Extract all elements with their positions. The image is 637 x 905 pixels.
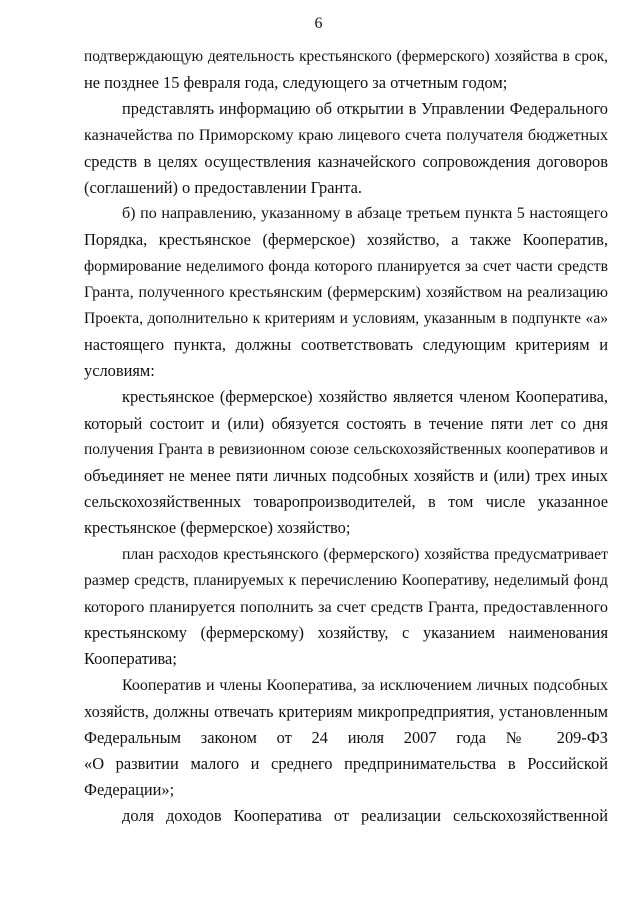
text-line: крестьянскому (фермерскому) хозяйству, с указанием наименования	[84, 623, 608, 643]
paragraph	[84, 201, 608, 384]
text-line: размер средств, планируемых к перечислению Кооперативу, неделимый фонд	[84, 571, 608, 589]
text-line: подтверждающую деятельность крестьянского (фермерского) хозяйства в срок,	[84, 48, 608, 65]
text-line: Гранта, полученного крестьянским (фермерским) хозяйством на реализацию	[84, 283, 608, 301]
text-line: получения Гранта в ревизионном союзе сельскохозяйственных кооперативов и	[84, 440, 608, 458]
text-line: Проекта, дополнительно к критериям и условиям, указанным в подпункте «а»	[84, 309, 608, 327]
text-line: условиям:	[84, 361, 155, 381]
paragraph	[84, 803, 608, 829]
text-line: Кооператива;	[84, 649, 177, 669]
paragraph	[84, 96, 608, 201]
document-body	[84, 44, 608, 830]
text-line: настоящего пункта, должны соответствовать следующим критериям и	[84, 335, 608, 355]
text-line: средств в целях осуществления казначейского сопровождения договоров	[84, 151, 608, 171]
text-line: б) по направлению, указанному в абзаце третьем пункта 5 настоящего	[122, 205, 608, 223]
text-line: формирование неделимого фонда которого планируется за счет части средств	[84, 257, 608, 275]
text-line: Кооператив и члены Кооператива, за исключением личных подсобных	[122, 676, 608, 694]
text-line: которого планируется пополнить за счет средств Гранта, предоставленного	[84, 597, 608, 616]
page-number: 6	[314, 15, 323, 32]
text-line: крестьянское (фермерское) хозяйство является членом Кооператива,	[122, 387, 608, 407]
text-line: Федерации»;	[84, 780, 175, 800]
text-line: не позднее 15 февраля года, следующего за отчетным годом;	[84, 73, 508, 93]
text-line: (соглашений) о предоставлении Гранта.	[84, 177, 363, 197]
paragraph	[84, 44, 608, 96]
text-line: крестьянское (фермерское) хозяйство;	[84, 518, 351, 538]
text-line: «О развитии малого и среднего предпринимательства в Российской	[84, 754, 608, 774]
text-line: план расходов крестьянского (фермерского) хозяйства предусматривает	[122, 545, 608, 563]
text-line: Федеральным законом от 24 июля 2007 года № 209-ФЗ	[84, 727, 608, 747]
text-line: сельскохозяйственных товаропроизводителей, в том числе указанное	[84, 492, 608, 512]
text-line: казначейства по Приморскому краю лицевого счета получателя бюджетных	[84, 126, 608, 144]
text-line: объединяет не менее пяти личных подсобных хозяйств и (или) трех иных	[84, 466, 608, 485]
text-line: доля доходов Кооператива от реализации сельскохозяйственной	[122, 806, 608, 826]
text-line: хозяйств, должны отвечать критериям микропредприятия, установленным	[84, 701, 608, 721]
text-line: Порядка, крестьянское (фермерское) хозяйство, а также Кооператив,	[84, 230, 608, 250]
paragraph	[84, 673, 608, 804]
text-line: который состоит и (или) обязуется состоять в течение пяти лет со дня	[84, 413, 608, 433]
paragraph	[84, 384, 608, 541]
paragraph	[84, 542, 608, 673]
text-line: представлять информацию об открытии в Управлении Федерального	[122, 99, 608, 119]
